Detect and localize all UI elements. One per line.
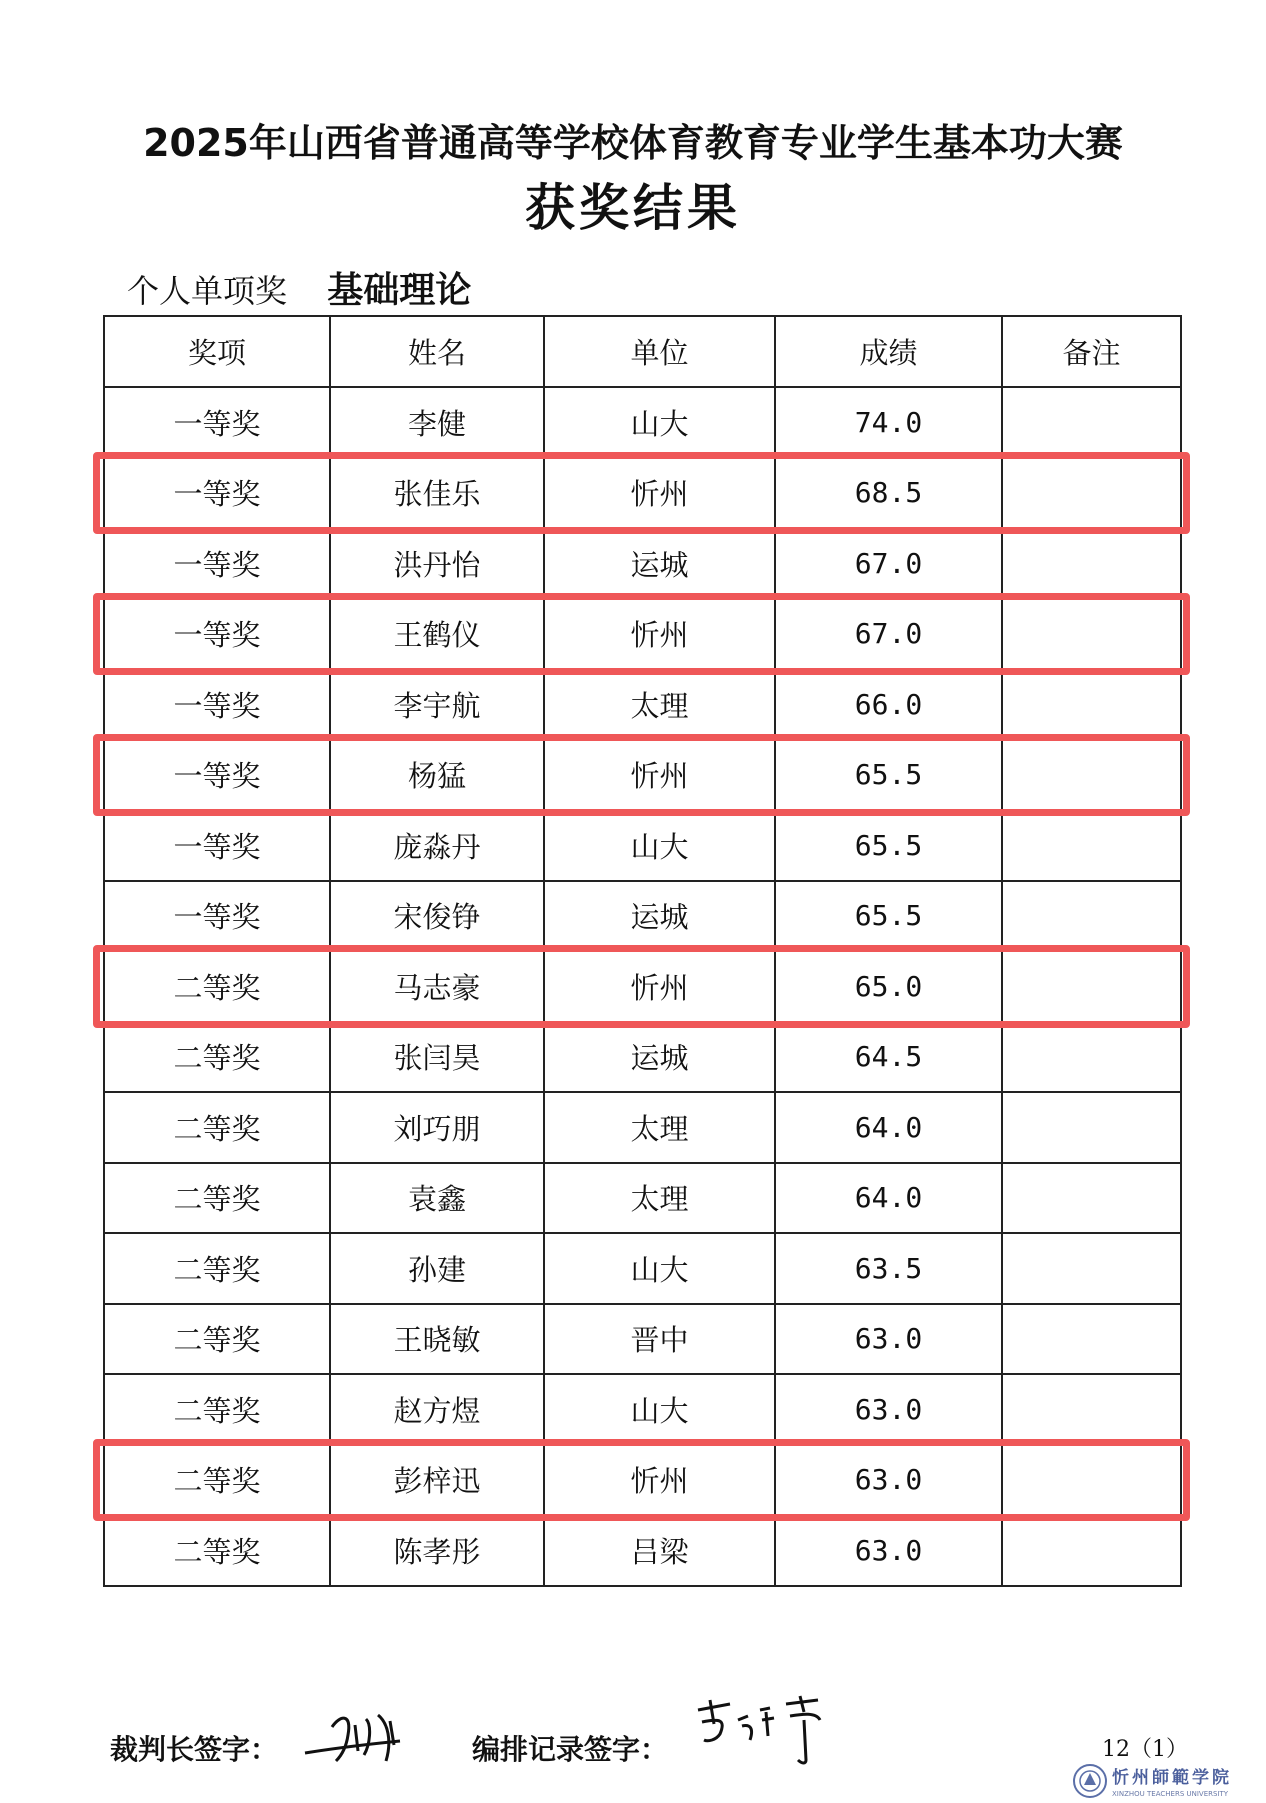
event-name: 基础理论 bbox=[327, 270, 472, 311]
note-cell bbox=[1002, 528, 1181, 599]
name-cell: 彭梓迅 bbox=[330, 1445, 544, 1516]
document-title: 2025年山西省普通高等学校体育教育专业学生基本功大赛 bbox=[143, 121, 1123, 165]
name-cell: 孙建 bbox=[330, 1233, 544, 1304]
table-row bbox=[104, 1233, 1181, 1304]
name-cell: 袁鑫 bbox=[330, 1163, 544, 1234]
score-cell: 64.0 bbox=[775, 1163, 1002, 1234]
table-row bbox=[104, 740, 1181, 811]
table-row bbox=[104, 1092, 1181, 1163]
note-cell bbox=[1002, 1445, 1181, 1516]
unit-cell: 忻州 bbox=[544, 951, 775, 1022]
results-table bbox=[103, 315, 1182, 1587]
score-cell: 66.0 bbox=[775, 669, 1002, 740]
score-cell: 64.5 bbox=[775, 1022, 1002, 1093]
name-cell: 张佳乐 bbox=[330, 458, 544, 529]
note-cell bbox=[1002, 387, 1181, 458]
award-cell: 二等奖 bbox=[104, 1515, 330, 1586]
name-cell: 陈孝彤 bbox=[330, 1515, 544, 1586]
table-row bbox=[104, 458, 1181, 529]
name-cell: 王鹤仪 bbox=[330, 599, 544, 670]
award-cell: 一等奖 bbox=[104, 387, 330, 458]
score-cell: 67.0 bbox=[775, 599, 1002, 670]
note-cell bbox=[1002, 1233, 1181, 1304]
note-cell bbox=[1002, 1163, 1181, 1234]
note-cell bbox=[1002, 1374, 1181, 1445]
score-cell: 63.0 bbox=[775, 1515, 1002, 1586]
name-cell: 李宇航 bbox=[330, 669, 544, 740]
table-row bbox=[104, 1374, 1181, 1445]
score-cell: 74.0 bbox=[775, 387, 1002, 458]
note-cell bbox=[1002, 951, 1181, 1022]
note-cell bbox=[1002, 1304, 1181, 1375]
award-cell: 二等奖 bbox=[104, 1374, 330, 1445]
unit-cell: 忻州 bbox=[544, 458, 775, 529]
award-cell: 一等奖 bbox=[104, 458, 330, 529]
recorder-signature-label: 编排记录签字： bbox=[472, 1733, 669, 1766]
note-cell bbox=[1002, 1515, 1181, 1586]
unit-cell: 太理 bbox=[544, 1163, 775, 1234]
table-row bbox=[104, 1304, 1181, 1375]
unit-cell: 忻州 bbox=[544, 1445, 775, 1516]
unit-cell: 运城 bbox=[544, 528, 775, 599]
table-row bbox=[104, 669, 1181, 740]
award-cell: 一等奖 bbox=[104, 740, 330, 811]
award-cell: 一等奖 bbox=[104, 669, 330, 740]
note-cell bbox=[1002, 458, 1181, 529]
name-cell: 马志豪 bbox=[330, 951, 544, 1022]
score-cell: 65.5 bbox=[775, 810, 1002, 881]
name-cell: 刘巧朋 bbox=[330, 1092, 544, 1163]
score-cell: 64.0 bbox=[775, 1092, 1002, 1163]
award-cell: 一等奖 bbox=[104, 528, 330, 599]
header-score: 成绩 bbox=[775, 316, 1002, 387]
award-cell: 一等奖 bbox=[104, 599, 330, 670]
award-cell: 一等奖 bbox=[104, 881, 330, 952]
award-cell: 二等奖 bbox=[104, 1163, 330, 1234]
score-cell: 63.5 bbox=[775, 1233, 1002, 1304]
name-cell: 赵方煜 bbox=[330, 1374, 544, 1445]
note-cell bbox=[1002, 599, 1181, 670]
table-row bbox=[104, 387, 1181, 458]
award-cell: 一等奖 bbox=[104, 810, 330, 881]
score-cell: 63.0 bbox=[775, 1304, 1002, 1375]
header-unit: 单位 bbox=[544, 316, 775, 387]
unit-cell: 运城 bbox=[544, 881, 775, 952]
note-cell bbox=[1002, 810, 1181, 881]
university-logo bbox=[1072, 1763, 1252, 1799]
table-row bbox=[104, 810, 1181, 881]
page-number: 12（1） bbox=[1102, 1737, 1188, 1762]
award-cell: 二等奖 bbox=[104, 1304, 330, 1375]
note-cell bbox=[1002, 740, 1181, 811]
name-cell: 张闫昊 bbox=[330, 1022, 544, 1093]
svg-text:忻州師範学院: 忻州師範学院 bbox=[1112, 1768, 1232, 1788]
header-award: 奖项 bbox=[104, 316, 330, 387]
award-cell: 二等奖 bbox=[104, 1233, 330, 1304]
unit-cell: 山大 bbox=[544, 810, 775, 881]
unit-cell: 忻州 bbox=[544, 740, 775, 811]
unit-cell: 忻州 bbox=[544, 599, 775, 670]
score-cell: 65.5 bbox=[775, 881, 1002, 952]
header-name: 姓名 bbox=[330, 316, 544, 387]
note-cell bbox=[1002, 1092, 1181, 1163]
table-row bbox=[104, 881, 1181, 952]
table-row bbox=[104, 951, 1181, 1022]
award-cell: 二等奖 bbox=[104, 1092, 330, 1163]
svg-text:XINZHOU TEACHERS UNIVERSITY: XINZHOU TEACHERS UNIVERSITY bbox=[1112, 1790, 1229, 1798]
unit-cell: 山大 bbox=[544, 1233, 775, 1304]
unit-cell: 山大 bbox=[544, 1374, 775, 1445]
name-cell: 洪丹怡 bbox=[330, 528, 544, 599]
unit-cell: 吕梁 bbox=[544, 1515, 775, 1586]
table-row bbox=[104, 599, 1181, 670]
note-cell bbox=[1002, 669, 1181, 740]
unit-cell: 山大 bbox=[544, 387, 775, 458]
name-cell: 王晓敏 bbox=[330, 1304, 544, 1375]
score-cell: 63.0 bbox=[775, 1374, 1002, 1445]
table-row bbox=[104, 1445, 1181, 1516]
award-cell: 二等奖 bbox=[104, 1445, 330, 1516]
chief-referee-signature bbox=[300, 1705, 420, 1770]
award-cell: 二等奖 bbox=[104, 1022, 330, 1093]
unit-cell: 太理 bbox=[544, 1092, 775, 1163]
score-cell: 68.5 bbox=[775, 458, 1002, 529]
chief-referee-signature-label: 裁判长签字： bbox=[110, 1733, 279, 1766]
table-row bbox=[104, 1515, 1181, 1586]
unit-cell: 运城 bbox=[544, 1022, 775, 1093]
unit-cell: 太理 bbox=[544, 669, 775, 740]
recorder-signature bbox=[690, 1690, 840, 1770]
table-row bbox=[104, 1163, 1181, 1234]
score-cell: 65.5 bbox=[775, 740, 1002, 811]
name-cell: 宋俊铮 bbox=[330, 881, 544, 952]
table-header-row bbox=[104, 316, 1181, 387]
document-subtitle: 获奖结果 bbox=[525, 179, 741, 237]
score-cell: 67.0 bbox=[775, 528, 1002, 599]
score-cell: 65.0 bbox=[775, 951, 1002, 1022]
name-cell: 李健 bbox=[330, 387, 544, 458]
award-category: 个人单项奖 bbox=[127, 272, 288, 310]
section-heading bbox=[127, 262, 471, 313]
note-cell bbox=[1002, 1022, 1181, 1093]
name-cell: 庞淼丹 bbox=[330, 810, 544, 881]
table-row bbox=[104, 528, 1181, 599]
award-cell: 二等奖 bbox=[104, 951, 330, 1022]
table-row bbox=[104, 1022, 1181, 1093]
score-cell: 63.0 bbox=[775, 1445, 1002, 1516]
note-cell bbox=[1002, 881, 1181, 952]
header-note: 备注 bbox=[1002, 316, 1181, 387]
unit-cell: 晋中 bbox=[544, 1304, 775, 1375]
name-cell: 杨猛 bbox=[330, 740, 544, 811]
